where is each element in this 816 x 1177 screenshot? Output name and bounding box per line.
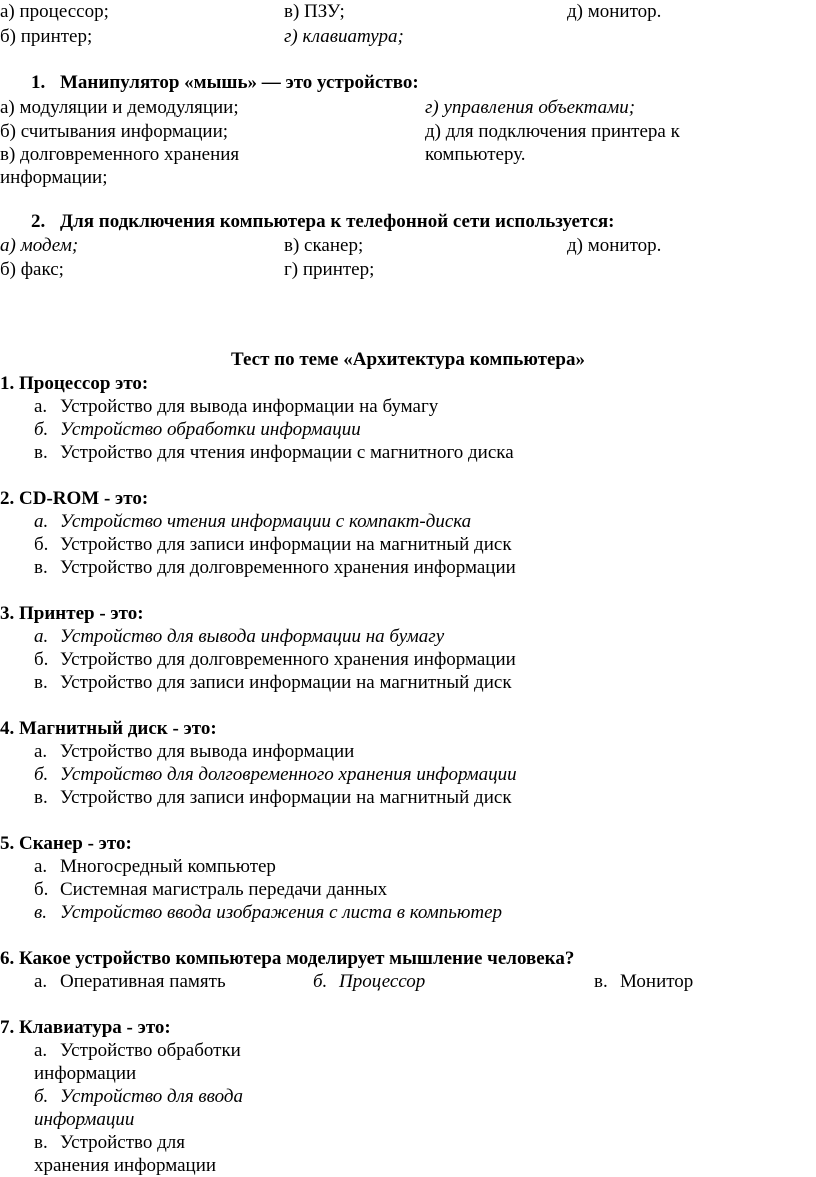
top-option-a: а) процессор; [0,1,109,22]
top-option-b: б) принтер; [0,26,93,47]
test-q7-answer-a: а. Устройство обработки [34,1040,241,1061]
test-q5-answer-a: а. Многосредный компьютер [34,856,276,877]
q1-option-d: д) для подключения принтера к [425,121,680,142]
test-q1-title: 1. Процессор это: [0,373,149,394]
test-q4-answer-v: в. Устройство для записи информации на магнитный диск [34,787,512,808]
test-q7-answer-v: в. Устройство для [34,1132,186,1153]
test-q4-answer-b: б. Устройство для долговременного хранения информации [34,764,517,785]
q1-title: Манипулятор «мышь» — это устройство: [60,72,419,93]
top-option-d: д) монитор. [567,1,662,22]
test-q3-answer-v: в. Устройство для записи информации на магнитный диск [34,672,512,693]
test-q1-answer-a: а. Устройство для вывода информации на бумагу [34,396,439,417]
q1-option-v-cont: информации; [0,167,108,188]
test-q3-title: 3. Принтер - это: [0,603,144,624]
test-q4-answer-a: а. Устройство для вывода информации [34,741,355,762]
test-q7-answer-b: б. Устройство для ввода [34,1086,244,1107]
q2-option-g: г) принтер; [284,259,375,280]
test-q5-answer-v: в. Устройство ввода изображения с листа в компьютер [34,902,503,923]
q2-title: Для подключения компьютера к телефонной сети используется: [60,211,615,232]
test-title: Тест по теме «Архитектура компьютера» [231,349,585,370]
q1-option-a: а) модуляции и демодуляции; [0,97,239,118]
q2-option-d: д) монитор. [567,235,662,256]
test-q2-title: 2. CD-ROM - это: [0,488,149,509]
test-q7-answer-v-cont: хранения информации [34,1155,217,1176]
test-q2-answer-b: б. Устройство для записи информации на магнитный диск [34,534,512,555]
test-q6-title: 6. Какое устройство компьютера моделирует мышление человека? [0,948,575,969]
test-q6-answer-b: б. Процессор [313,971,426,992]
test-q3-answer-b: б. Устройство для долговременного хранения информации [34,649,516,670]
top-option-v: в) ПЗУ; [284,1,345,22]
test-q6-answer-a: а. Оперативная память [34,971,226,992]
test-q2-answer-a: а. Устройство чтения информации с компакт-диска [34,511,472,532]
q1-number: 1. [31,72,46,93]
test-q5-title: 5. Сканер - это: [0,833,132,854]
q1-option-v: в) долговременного хранения [0,144,240,165]
test-q7-title: 7. Клавиатура - это: [0,1017,171,1038]
test-q7-answer-b-cont: информации [34,1109,135,1130]
test-q5-answer-b: б. Системная магистраль передачи данных [34,879,388,900]
q1-option-b: б) считывания информации; [0,121,229,142]
q2-option-b: б) факс; [0,259,64,280]
test-q1-answer-b: б. Устройство обработки информации [34,419,361,440]
q2-option-v: в) сканер; [284,235,364,256]
test-q3-answer-a: а. Устройство для вывода информации на бумагу [34,626,445,647]
q2-number: 2. [31,211,46,232]
test-q2-answer-v: в. Устройство для долговременного хранения информации [34,557,516,578]
q1-option-g: г) управления объектами; [425,97,636,118]
test-q6-answer-v: в. Монитор [594,971,694,992]
q2-option-a: а) модем; [0,235,79,256]
test-q1-answer-v: в. Устройство для чтения информации с магнитного диска [34,442,514,463]
test-q4-title: 4. Магнитный диск - это: [0,718,217,739]
top-option-g: г) клавиатура; [284,26,404,47]
test-q7-answer-a-cont: информации [34,1063,137,1084]
q1-option-d-cont: компьютеру. [425,144,526,165]
